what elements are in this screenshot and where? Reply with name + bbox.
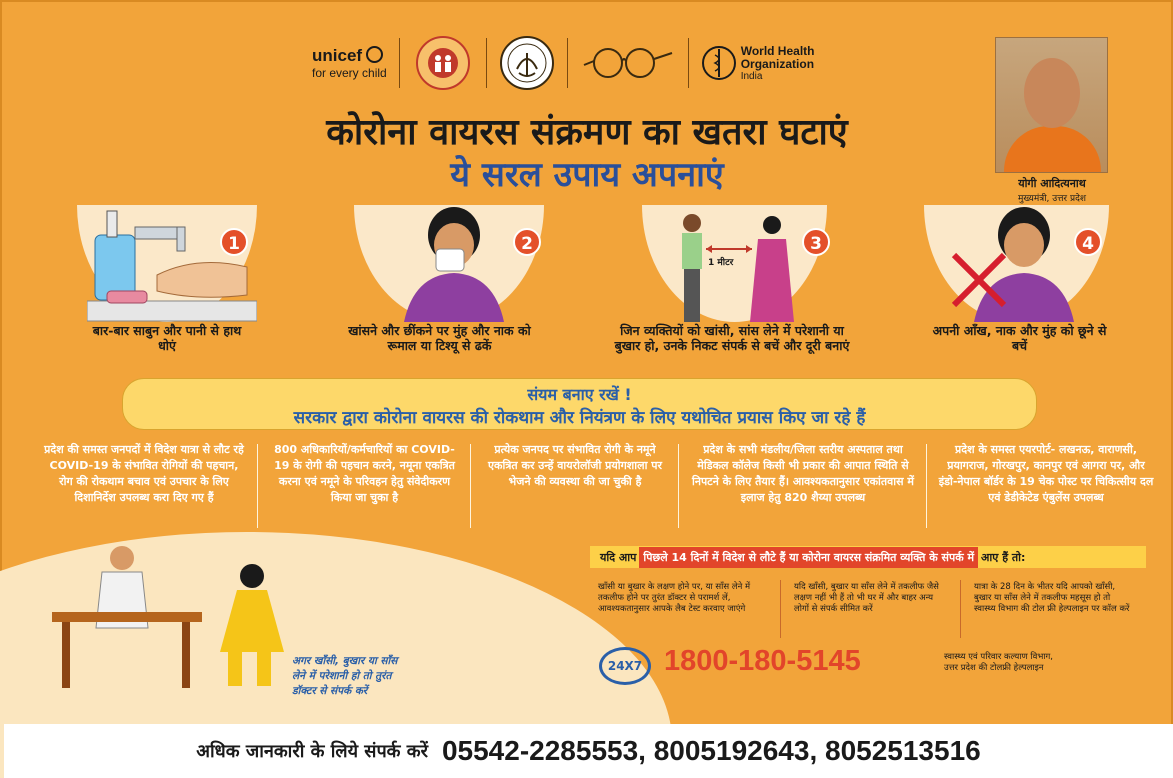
- divider: [470, 444, 471, 528]
- headline-primary: कोरोना वायरस संक्रमण का खतरा घटाएं: [326, 111, 848, 153]
- handwash-icon: [87, 205, 257, 322]
- tip-2-text: खांसने और छींकने पर मुंह और नाक को रूमाल या टिश्यू से ढकें: [348, 323, 531, 353]
- up-government-seal: [487, 34, 567, 92]
- measure-item: प्रदेश के सभी मंडलीय/जिला स्तरीय अस्पताल तथा मेडिकल कॉलेज किसी भी प्रकार की आपात स्थिति से निपटने के लिए तैयार हैं। आवश्यकतानुसार एकांतवास में इलाज हेतु 820 शैय्या उपलब्ध: [691, 443, 914, 504]
- restraint-banner: संयम बनाए रखें ! सरकार द्वारा कोरोना वायरस की रोकथाम और नियंत्रण के लिए यथोचित प्रयास किए जा रहे हैं: [122, 378, 1037, 430]
- doctor-advice-note: अगर खाँसी, बुखार या साँस लेने में परेशानी हो तो तुरंत डॉक्टर से संपर्क करें: [292, 655, 398, 697]
- measure-item: प्रदेश के समस्त एयरपोर्ट- लखनऊ, वाराणसी, प्रयागराज, गोरखपुर, कानपुर एवं आगरा पर, और इंडो-नेपाल बॉर्डर के 19 चेक पोस्ट पर चिकित्सीय दल एवं डेडीकेटेड एंबुलेंस उपलब्ध: [938, 443, 1154, 504]
- divider: [926, 444, 927, 528]
- tip-number-badge: 2: [513, 228, 541, 256]
- advisory-point: यात्रा के 28 दिन के भीतर यदि आपको खाँसी, बुखार या साँस लेने में तकलीफ महसूस हो तो स्वास्थ्य विभाग की टोल फ्री हेल्पलाइन पर कॉल करें: [974, 582, 1130, 614]
- measure-item: प्रत्येक जनपद पर संभावित रोगी के नमूने एकत्रित कर उन्हें वायरोलॉजी प्रयोगशाला पर भेजने की व्यवस्था की जा चुकी है: [487, 443, 663, 488]
- no-face-touch-icon: [944, 205, 1094, 322]
- helpline-note: स्वास्थ्य एवं परिवार कल्याण विभाग, उत्तर प्रदेश की टोलफ्री हेल्पलाइन: [944, 652, 1054, 673]
- leader-role: मुख्यमंत्री, उत्तर प्रदेश: [1018, 194, 1086, 204]
- tip-2-illustration: [354, 205, 544, 322]
- divider: [780, 580, 781, 638]
- tip-1-text: बार-बार साबुन और पानी से हाथ धोएं: [92, 323, 242, 353]
- social-distance-icon: [662, 205, 812, 322]
- travel-advisory-header: यदि आप पिछले 14 दिनों में विदेश से लौटे हैं या कोरोना वायरस संक्रमित व्यक्ति के संपर्क में आए हैं तो:: [590, 546, 1146, 568]
- tip-3-illustration: [642, 205, 827, 322]
- doctor-consultation-icon: [52, 540, 312, 688]
- leader-portrait: [995, 37, 1108, 173]
- helpline-number: 1800-180-5145: [664, 645, 861, 677]
- headline-secondary: ये सरल उपाय अपनाएं: [450, 155, 724, 195]
- contact-footer: [4, 724, 1173, 778]
- nhm-logo: [400, 34, 486, 92]
- swachh-bharat-logo: [568, 34, 688, 92]
- spectacles-icon: [580, 43, 676, 83]
- cough-cover-icon: [394, 205, 514, 322]
- tip-number-badge: 3: [802, 228, 830, 256]
- advisory-point: खाँसी या बुखार के लक्षण होने पर, या साँस लेने में तकलीफ होने पर तुरंत डॉक्टर से परामर्श लें, आवश्यकतानुसार आपके लैब टेस्ट करवाए जाएंगे: [598, 582, 751, 614]
- tip-4-illustration: [924, 205, 1109, 322]
- contact-numbers: 05542-2285553, 8005192643, 8052513516: [441, 735, 981, 766]
- advisory-point: यदि खाँसी, बुखार या साँस लेने में तकलीफ जैसे लक्षण नहीं भी हैं तो भी घर में और बाहर अन्य लोगों से संपर्क सीमित करें: [794, 582, 939, 614]
- tip-number-badge: 4: [1074, 228, 1102, 256]
- up-seal-icon: [499, 35, 555, 91]
- unicef-logo: unicef for every child: [312, 46, 387, 80]
- 24x7-badge: 24X7: [599, 647, 651, 685]
- measure-item: 800 अधिकारियों/कर्मचारियों का COVID-19 के रोगी की पहचान करने, नमूना एकत्रित करना एवं नमूने के परिवहन हेतु संवेदीकरण किया जा चुका है: [274, 443, 455, 504]
- tip-number-badge: 1: [220, 228, 248, 256]
- leader-name: योगी आदित्यनाथ: [1018, 177, 1086, 190]
- divider: [257, 444, 258, 528]
- divider: [960, 580, 961, 638]
- who-emblem-icon: [701, 45, 737, 81]
- globe-icon: [366, 46, 383, 63]
- nhm-emblem-icon: [412, 35, 474, 91]
- measure-item: प्रदेश की समस्त जनपदों में विदेश यात्रा से लौट रहे COVID-19 के संभावित रोगियों की पहचान, रोग की रोकथाम बचाव एवं उपचार के लिए दिशानिर्देश उपलब्ध करा दिए गए हैं: [44, 443, 244, 504]
- partner-logos: [300, 34, 826, 92]
- tip-3-text: जिन व्यक्तियों को खांसी, सांस लेने में परेशानी या बुखार हो, उनके निकट संपर्क से बचें और दूरी बनाएं: [614, 323, 850, 353]
- tip-4-text: अपनी आँख, नाक और मुंह को छूने से बचें: [932, 323, 1107, 353]
- contact-label: अधिक जानकारी के लिये संपर्क करें: [196, 741, 428, 762]
- who-logo: World Health Organization India: [689, 34, 827, 92]
- divider: [678, 444, 679, 528]
- tip-1-illustration: [77, 205, 257, 322]
- distance-label: 1 मीटर: [708, 258, 734, 268]
